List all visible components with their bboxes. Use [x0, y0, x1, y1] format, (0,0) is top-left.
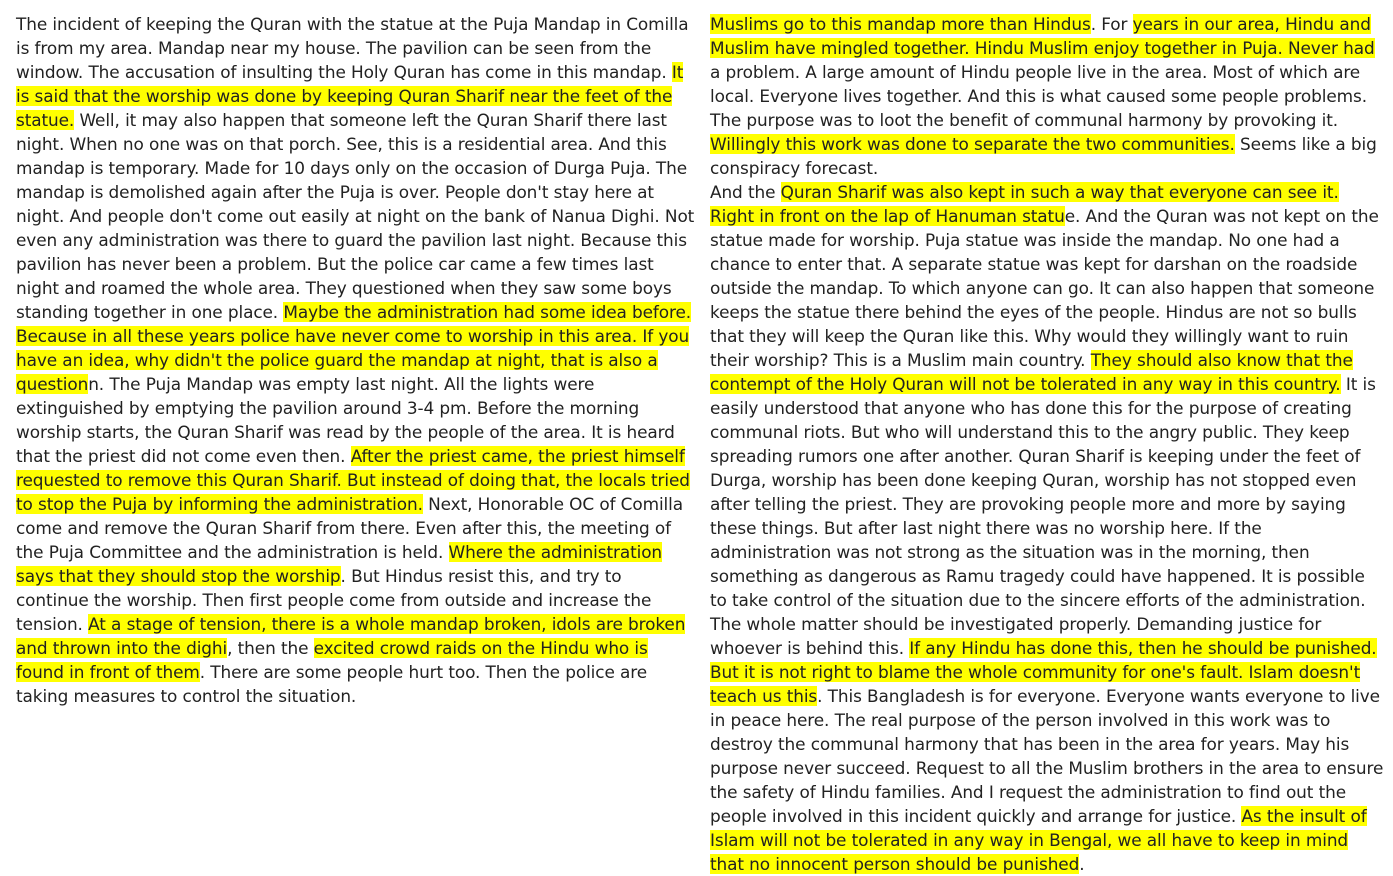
- highlighted-text-segment: They should also know that the contempt of the Holy Quran will not be tolerated in any way in this country.: [710, 350, 1353, 394]
- text-segment: . But Hindus resist this, and try to continue the worship. Then first people come from outside and increase the tension.: [16, 566, 652, 634]
- text-segment: . There are some people hurt too. Then the police are taking measures to control the situation.: [16, 662, 648, 706]
- text-segment: . For: [1090, 14, 1133, 34]
- text-segment: . This Bangladesh is for everyone. Everyone wants everyone to live in peace here. The real purpose of the person involved in this work was to destroy the communal harmony that has been in the area for years. May his purpose never succeed. Request to all the Muslim brothers in the area to ensure the safety of Hindu families. And I request the administration to find out the people involved in this incident quickly and arrange for justice.: [710, 686, 1384, 826]
- right-paragraph-1: [710, 12, 1384, 180]
- highlighted-text-segment: At a stage of tension, there is a whole mandap broken, idols are broken and thrown into the dighi: [16, 614, 686, 658]
- highlighted-text-segment: Muslims go to this mandap more than Hindus: [710, 14, 1091, 34]
- right-paragraph-2: [710, 180, 1384, 876]
- highlighted-text-segment: Maybe the administration had some idea before. Because in all these years police have never come to worship in this area. If you have an idea, why didn't the police guard the mandap at night, that is also a question: [16, 302, 692, 394]
- highlighted-text-segment: As the insult of Islam will not be tolerated in any way in Bengal, we all have to keep in mind that no innocent person should be punished: [710, 806, 1367, 874]
- text-segment: a problem. A large amount of Hindu people live in the area. Most of which are local. Everyone lives together. And this is what caused some people problems. The purpose was to loot the benefit of communal harmony by provoking it.: [710, 62, 1367, 130]
- left-text-column: [16, 12, 696, 708]
- left-paragraph: [16, 12, 696, 708]
- right-text-column: [710, 12, 1384, 876]
- text-segment: Next, Honorable OC of Comilla come and remove the Quran Sharif from there. Even after this, the meeting of the Puja Committee and the administration is held.: [16, 494, 683, 562]
- text-segment: , then the: [227, 638, 314, 658]
- text-segment: n. The Puja Mandap was empty last night. All the lights were extinguished by emptying the pavilion around 3-4 pm. Before the morning worship starts, the Quran Sharif was read by the people of the area. It is heard that the priest did not come even then.: [16, 374, 675, 466]
- text-segment: And the: [710, 182, 781, 202]
- highlighted-text-segment: excited crowd raids on the Hindu who is found in front of them: [16, 638, 648, 682]
- highlighted-text-segment: It is said that the worship was done by keeping Quran Sharif near the feet of the statue.: [16, 62, 684, 130]
- highlighted-text-segment: Quran Sharif was also kept in such a way that everyone can see it. Right in front on the lap of Hanuman statu: [710, 182, 1339, 226]
- text-segment: The incident of keeping the Quran with the statue at the Puja Mandap in Comilla is from my area. Mandap near my house. The pavilion can be seen from the window. The accusation of insulting the Holy Quran has come in this mandap.: [16, 14, 689, 82]
- text-segment: Seems like a big conspiracy forecast.: [710, 134, 1377, 178]
- highlighted-text-segment: If any Hindu has done this, then he should be punished. But it is not right to blame the whole community for one's fault. Islam doesn't teach us this: [710, 638, 1377, 706]
- text-segment: .: [1079, 854, 1085, 874]
- text-segment: It is easily understood that anyone who has done this for the purpose of creating communal riots. But who will understand this to the angry public. They keep spreading rumors one after another. Quran Sharif is keeping under the feet of Durga, worship has been done keeping Quran, worship has not stopped even after telling the priest. They are provoking people more and more by saying these things. But after last night there was no worship here. If the administration was not strong as the situation was in the morning, then something as dangerous as Ramu tragedy could have happened. It is possible to take control of the situation due to the sincere efforts of the administration. The whole matter should be investigated properly. Demanding justice for whoever is behind this.: [710, 374, 1376, 658]
- text-segment: e. And the Quran was not kept on the statue made for worship. Puja statue was inside the mandap. No one had a chance to enter that. A separate statue was kept for darshan on the roadside outside the mandap. To which anyone can go. It can also happen that someone keeps the statue there behind the eyes of the people. Hindus are not so bulls that they will keep the Quran like this. Why would they willingly want to ruin their worship? This is a Muslim main country.: [710, 206, 1379, 370]
- highlighted-text-segment: years in our area, Hindu and Muslim have mingled together. Hindu Muslim enjoy together in Puja. Never had: [710, 14, 1375, 58]
- text-segment: Well, it may also happen that someone left the Quran Sharif there last night. When no one was on that porch. See, this is a residential area. And this mandap is temporary. Made for 10 days only on the occasion of Durga Puja. The mandap is demolished again after the Puja is over. People don't stay here at night. And people don't come out easily at night on the bank of Nanua Dighi. Not even any administration was there to guard the pavilion last night. Because this pavilion has never been a problem. But the police car came a few times last night and roamed the whole area. They questioned when they saw some boys standing together in one place.: [16, 110, 695, 322]
- highlighted-text-segment: After the priest came, the priest himself requested to remove this Quran Sharif. But instead of doing that, the locals tried to stop the Puja by informing the administration.: [16, 446, 690, 514]
- highlighted-text-segment: Willingly this work was done to separate the two communities.: [710, 134, 1235, 154]
- highlighted-text-segment: Where the administration says that they should stop the worship: [16, 542, 663, 586]
